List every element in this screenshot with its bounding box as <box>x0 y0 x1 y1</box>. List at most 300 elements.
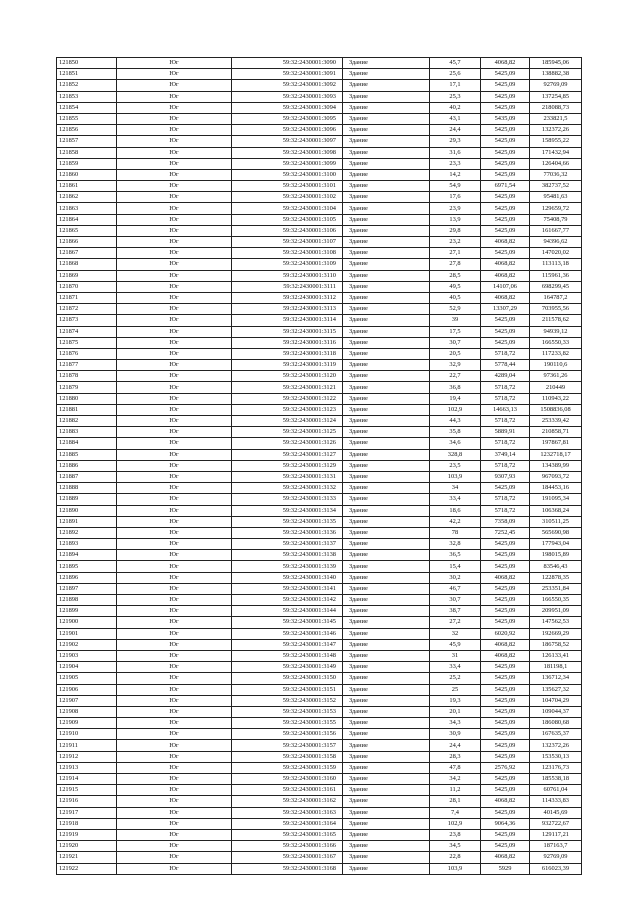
unit-value-cell: 4068,82 <box>481 292 530 303</box>
object-type-cell: Здание <box>343 494 430 505</box>
cadastral-value-cell: 233821,5 <box>530 113 582 124</box>
row-number-cell: 121861 <box>57 181 117 192</box>
unit-value-cell: 5425,09 <box>481 583 530 594</box>
district-cell: Юг <box>117 69 232 80</box>
district-cell: Юг <box>117 527 232 538</box>
table-row <box>57 382 582 393</box>
district-cell: Юг <box>117 404 232 415</box>
unit-value-cell: 5425,09 <box>481 706 530 717</box>
row-number-cell: 121906 <box>57 684 117 695</box>
table-row <box>57 818 582 829</box>
cadastral-number-cell: 59:32:2430001:3145 <box>232 617 343 628</box>
unit-value-cell: 4068,82 <box>481 639 530 650</box>
row-number-cell: 121862 <box>57 192 117 203</box>
row-number-cell: 121920 <box>57 841 117 852</box>
area-cell: 22,8 <box>430 852 481 863</box>
table-row <box>57 539 582 550</box>
row-number-cell: 121853 <box>57 91 117 102</box>
cadastral-number-cell: 59:32:2430001:3163 <box>232 807 343 818</box>
cadastral-value-cell: 187163,7 <box>530 841 582 852</box>
cadastral-number-cell: 59:32:2430001:3116 <box>232 337 343 348</box>
unit-value-cell: 5718,72 <box>481 416 530 427</box>
cadastral-value-cell: 253351,84 <box>530 583 582 594</box>
table-row <box>57 650 582 661</box>
district-cell: Юг <box>117 561 232 572</box>
cadastral-value-cell: 136712,34 <box>530 673 582 684</box>
unit-value-cell: 5425,09 <box>481 595 530 606</box>
area-cell: 30,7 <box>430 595 481 606</box>
table-row <box>57 248 582 259</box>
cadastral-number-cell: 59:32:2430001:3164 <box>232 818 343 829</box>
cadastral-number-cell: 59:32:2430001:3118 <box>232 348 343 359</box>
cadastral-number-cell: 59:32:2430001:3156 <box>232 729 343 740</box>
area-cell: 44,3 <box>430 416 481 427</box>
object-type-cell: Здание <box>343 80 430 91</box>
district-cell: Юг <box>117 662 232 673</box>
row-number-cell: 121850 <box>57 58 117 69</box>
cadastral-number-cell: 59:32:2430001:3138 <box>232 550 343 561</box>
district-cell: Юг <box>117 427 232 438</box>
object-type-cell: Здание <box>343 337 430 348</box>
table-row <box>57 449 582 460</box>
object-type-cell: Здание <box>343 315 430 326</box>
object-type-cell: Здание <box>343 58 430 69</box>
object-type-cell: Здание <box>343 348 430 359</box>
cadastral-value-cell: 210858,71 <box>530 427 582 438</box>
unit-value-cell: 5425,09 <box>481 740 530 751</box>
cadastral-number-cell: 59:32:2430001:3132 <box>232 483 343 494</box>
cadastral-value-cell: 158955,22 <box>530 136 582 147</box>
table-row <box>57 460 582 471</box>
unit-value-cell: 4068,82 <box>481 259 530 270</box>
row-number-cell: 121887 <box>57 471 117 482</box>
unit-value-cell: 2576,92 <box>481 762 530 773</box>
row-number-cell: 121851 <box>57 69 117 80</box>
cadastral-number-cell: 59:32:2430001:3095 <box>232 113 343 124</box>
object-type-cell: Здание <box>343 281 430 292</box>
district-cell: Юг <box>117 214 232 225</box>
area-cell: 30,7 <box>430 337 481 348</box>
unit-value-cell: 5889,91 <box>481 427 530 438</box>
cadastral-number-cell: 59:32:2430001:3131 <box>232 471 343 482</box>
unit-value-cell: 5718,72 <box>481 348 530 359</box>
area-cell: 78 <box>430 527 481 538</box>
unit-value-cell: 5425,09 <box>481 80 530 91</box>
unit-value-cell: 5425,09 <box>481 774 530 785</box>
unit-value-cell: 5425,09 <box>481 539 530 550</box>
object-type-cell: Здание <box>343 852 430 863</box>
object-type-cell: Здание <box>343 248 430 259</box>
row-number-cell: 121916 <box>57 796 117 807</box>
unit-value-cell: 5425,09 <box>481 337 530 348</box>
cadastral-value-cell: 184453,16 <box>530 483 582 494</box>
district-cell: Юг <box>117 807 232 818</box>
unit-value-cell: 5425,09 <box>481 248 530 259</box>
object-type-cell: Здание <box>343 203 430 214</box>
unit-value-cell: 5718,72 <box>481 393 530 404</box>
cadastral-number-cell: 59:32:2430001:3102 <box>232 192 343 203</box>
district-cell: Юг <box>117 505 232 516</box>
row-number-cell: 121873 <box>57 315 117 326</box>
cadastral-number-cell: 59:32:2430001:3099 <box>232 158 343 169</box>
unit-value-cell: 5425,09 <box>481 606 530 617</box>
district-cell: Юг <box>117 136 232 147</box>
district-cell: Юг <box>117 292 232 303</box>
table-row <box>57 326 582 337</box>
cadastral-value-cell: 138882,38 <box>530 69 582 80</box>
cadastral-value-cell: 161667,77 <box>530 225 582 236</box>
object-type-cell: Здание <box>343 505 430 516</box>
district-cell: Юг <box>117 158 232 169</box>
cadastral-number-cell: 59:32:2430001:3147 <box>232 639 343 650</box>
row-number-cell: 121879 <box>57 382 117 393</box>
unit-value-cell: 5425,09 <box>481 561 530 572</box>
cadastral-value-cell: 190110,6 <box>530 360 582 371</box>
cadastral-value-cell: 198015,89 <box>530 550 582 561</box>
unit-value-cell: 5425,09 <box>481 192 530 203</box>
unit-value-cell: 5425,09 <box>481 69 530 80</box>
object-type-cell: Здание <box>343 102 430 113</box>
cadastral-number-cell: 59:32:2430001:3096 <box>232 125 343 136</box>
district-cell: Юг <box>117 796 232 807</box>
row-number-cell: 121911 <box>57 740 117 751</box>
area-cell: 23,3 <box>430 158 481 169</box>
unit-value-cell: 4068,82 <box>481 796 530 807</box>
row-number-cell: 121878 <box>57 371 117 382</box>
district-cell: Юг <box>117 471 232 482</box>
row-number-cell: 121909 <box>57 718 117 729</box>
district-cell: Юг <box>117 516 232 527</box>
unit-value-cell: 5425,09 <box>481 807 530 818</box>
unit-value-cell: 5425,09 <box>481 169 530 180</box>
district-cell: Юг <box>117 617 232 628</box>
district-cell: Юг <box>117 416 232 427</box>
object-type-cell: Здание <box>343 684 430 695</box>
row-number-cell: 121883 <box>57 427 117 438</box>
district-cell: Юг <box>117 829 232 840</box>
cadastral-value-cell: 167635,37 <box>530 729 582 740</box>
district-cell: Юг <box>117 225 232 236</box>
unit-value-cell: 5425,09 <box>481 102 530 113</box>
object-type-cell: Здание <box>343 740 430 751</box>
row-number-cell: 121874 <box>57 326 117 337</box>
area-cell: 34,3 <box>430 718 481 729</box>
table-row <box>57 158 582 169</box>
object-type-cell: Здание <box>343 460 430 471</box>
table-row <box>57 863 582 874</box>
district-cell: Юг <box>117 304 232 315</box>
district-cell: Юг <box>117 259 232 270</box>
table-row <box>57 125 582 136</box>
area-cell: 24,4 <box>430 740 481 751</box>
row-number-cell: 121899 <box>57 606 117 617</box>
object-type-cell: Здание <box>343 169 430 180</box>
object-type-cell: Здание <box>343 796 430 807</box>
table-row <box>57 281 582 292</box>
cadastral-number-cell: 59:32:2430001:3122 <box>232 393 343 404</box>
row-number-cell: 121859 <box>57 158 117 169</box>
cadastral-value-cell: 137254,85 <box>530 91 582 102</box>
cadastral-number-cell: 59:32:2430001:3113 <box>232 304 343 315</box>
row-number-cell: 121881 <box>57 404 117 415</box>
unit-value-cell: 4068,82 <box>481 852 530 863</box>
cadastral-number-cell: 59:32:2430001:3140 <box>232 572 343 583</box>
table-row <box>57 237 582 248</box>
cadastral-number-cell: 59:32:2430001:3127 <box>232 449 343 460</box>
object-type-cell: Здание <box>343 259 430 270</box>
cadastral-number-cell: 59:32:2430001:3149 <box>232 662 343 673</box>
object-type-cell: Здание <box>343 718 430 729</box>
row-number-cell: 121872 <box>57 304 117 315</box>
cadastral-number-cell: 59:32:2430001:3159 <box>232 762 343 773</box>
cadastral-value-cell: 94396,62 <box>530 237 582 248</box>
table-row <box>57 718 582 729</box>
cadastral-number-cell: 59:32:2430001:3109 <box>232 259 343 270</box>
table-row <box>57 181 582 192</box>
table-row <box>57 169 582 180</box>
area-cell: 17,1 <box>430 80 481 91</box>
district-cell: Юг <box>117 326 232 337</box>
district-cell: Юг <box>117 650 232 661</box>
cadastral-number-cell: 59:32:2430001:3141 <box>232 583 343 594</box>
row-number-cell: 121919 <box>57 829 117 840</box>
area-cell: 103,9 <box>430 863 481 874</box>
unit-value-cell: 5425,09 <box>481 751 530 762</box>
cadastral-value-cell: 210449 <box>530 382 582 393</box>
table-row <box>57 628 582 639</box>
object-type-cell: Здание <box>343 449 430 460</box>
area-cell: 23,5 <box>430 460 481 471</box>
cadastral-number-cell: 59:32:2430001:3120 <box>232 371 343 382</box>
table-row <box>57 91 582 102</box>
district-cell: Юг <box>117 192 232 203</box>
table-row <box>57 80 582 91</box>
object-type-cell: Здание <box>343 225 430 236</box>
cadastral-value-cell: 129659,72 <box>530 203 582 214</box>
area-cell: 34 <box>430 483 481 494</box>
district-cell: Юг <box>117 740 232 751</box>
unit-value-cell: 4068,82 <box>481 270 530 281</box>
table-row <box>57 785 582 796</box>
cadastral-value-cell: 94939,12 <box>530 326 582 337</box>
table-row <box>57 606 582 617</box>
table-row <box>57 471 582 482</box>
cadastral-number-cell: 59:32:2430001:3101 <box>232 181 343 192</box>
cadastral-number-cell: 59:32:2430001:3151 <box>232 684 343 695</box>
cadastral-number-cell: 59:32:2430001:3129 <box>232 460 343 471</box>
cadastral-number-cell: 59:32:2430001:3091 <box>232 69 343 80</box>
cadastral-number-cell: 59:32:2430001:3157 <box>232 740 343 751</box>
row-number-cell: 121900 <box>57 617 117 628</box>
object-type-cell: Здание <box>343 650 430 661</box>
cadastral-value-cell: 60761,04 <box>530 785 582 796</box>
area-cell: 19,4 <box>430 393 481 404</box>
unit-value-cell: 5425,09 <box>481 203 530 214</box>
row-number-cell: 121913 <box>57 762 117 773</box>
area-cell: 33,4 <box>430 494 481 505</box>
unit-value-cell: 5425,09 <box>481 326 530 337</box>
row-number-cell: 121871 <box>57 292 117 303</box>
area-cell: 32,9 <box>430 360 481 371</box>
row-number-cell: 121882 <box>57 416 117 427</box>
table-row <box>57 292 582 303</box>
cadastral-number-cell: 59:32:2430001:3158 <box>232 751 343 762</box>
unit-value-cell: 5718,72 <box>481 438 530 449</box>
district-cell: Юг <box>117 718 232 729</box>
row-number-cell: 121877 <box>57 360 117 371</box>
cadastral-value-cell: 967093,72 <box>530 471 582 482</box>
table-row <box>57 393 582 404</box>
row-number-cell: 121865 <box>57 225 117 236</box>
cadastral-value-cell: 185945,06 <box>530 58 582 69</box>
cadastral-value-cell: 126133,41 <box>530 650 582 661</box>
object-type-cell: Здание <box>343 706 430 717</box>
district-cell: Юг <box>117 248 232 259</box>
district-cell: Юг <box>117 539 232 550</box>
object-type-cell: Здание <box>343 427 430 438</box>
cadastral-number-cell: 59:32:2430001:3115 <box>232 326 343 337</box>
area-cell: 13,9 <box>430 214 481 225</box>
unit-value-cell: 5425,09 <box>481 91 530 102</box>
table-row <box>57 270 582 281</box>
district-cell: Юг <box>117 181 232 192</box>
cadastral-number-cell: 59:32:2430001:3098 <box>232 147 343 158</box>
cadastral-value-cell: 104704,29 <box>530 695 582 706</box>
district-cell: Юг <box>117 483 232 494</box>
cadastral-value-cell: 132372,26 <box>530 740 582 751</box>
row-number-cell: 121904 <box>57 662 117 673</box>
unit-value-cell: 5425,09 <box>481 841 530 852</box>
cadastral-number-cell: 59:32:2430001:3123 <box>232 404 343 415</box>
area-cell: 27,2 <box>430 617 481 628</box>
cadastral-number-cell: 59:32:2430001:3092 <box>232 80 343 91</box>
cadastral-number-cell: 59:32:2430001:3126 <box>232 438 343 449</box>
table-row <box>57 774 582 785</box>
district-cell: Юг <box>117 382 232 393</box>
cadastral-value-cell: 382737,52 <box>530 181 582 192</box>
table-row <box>57 136 582 147</box>
table-row <box>57 427 582 438</box>
cadastral-number-cell: 59:32:2430001:3107 <box>232 237 343 248</box>
object-type-cell: Здание <box>343 818 430 829</box>
cadastral-value-cell: 106368,24 <box>530 505 582 516</box>
district-cell: Юг <box>117 841 232 852</box>
row-number-cell: 121876 <box>57 348 117 359</box>
table-row <box>57 315 582 326</box>
row-number-cell: 121905 <box>57 673 117 684</box>
area-cell: 52,9 <box>430 304 481 315</box>
district-cell: Юг <box>117 706 232 717</box>
district-cell: Юг <box>117 281 232 292</box>
area-cell: 23,8 <box>430 829 481 840</box>
district-cell: Юг <box>117 169 232 180</box>
table-row <box>57 192 582 203</box>
cadastral-number-cell: 59:32:2430001:3160 <box>232 774 343 785</box>
district-cell: Юг <box>117 494 232 505</box>
area-cell: 102,9 <box>430 404 481 415</box>
table-row <box>57 762 582 773</box>
row-number-cell: 121896 <box>57 572 117 583</box>
object-type-cell: Здание <box>343 471 430 482</box>
table-row <box>57 684 582 695</box>
district-cell: Юг <box>117 785 232 796</box>
row-number-cell: 121895 <box>57 561 117 572</box>
district-cell: Юг <box>117 348 232 359</box>
area-cell: 40,5 <box>430 292 481 303</box>
cadastral-value-cell: 253339,42 <box>530 416 582 427</box>
object-type-cell: Здание <box>343 516 430 527</box>
area-cell: 54,9 <box>430 181 481 192</box>
district-cell: Юг <box>117 595 232 606</box>
district-cell: Юг <box>117 863 232 874</box>
cadastral-number-cell: 59:32:2430001:3124 <box>232 416 343 427</box>
area-cell: 31,6 <box>430 147 481 158</box>
object-type-cell: Здание <box>343 181 430 192</box>
area-cell: 32,8 <box>430 539 481 550</box>
district-cell: Юг <box>117 393 232 404</box>
area-cell: 25,2 <box>430 673 481 684</box>
cadastral-value-cell: 129117,21 <box>530 829 582 840</box>
row-number-cell: 121863 <box>57 203 117 214</box>
area-cell: 45,9 <box>430 639 481 650</box>
row-number-cell: 121864 <box>57 214 117 225</box>
district-cell: Юг <box>117 337 232 348</box>
unit-value-cell: 5425,09 <box>481 662 530 673</box>
row-number-cell: 121922 <box>57 863 117 874</box>
row-number-cell: 121858 <box>57 147 117 158</box>
cadastral-number-cell: 59:32:2430001:3167 <box>232 852 343 863</box>
row-number-cell: 121854 <box>57 102 117 113</box>
cadastral-number-cell: 59:32:2430001:3104 <box>232 203 343 214</box>
cadastral-value-cell: 109044,37 <box>530 706 582 717</box>
cadastral-number-cell: 59:32:2430001:3148 <box>232 650 343 661</box>
cadastral-value-cell: 698299,45 <box>530 281 582 292</box>
table-row <box>57 337 582 348</box>
unit-value-cell: 5425,09 <box>481 315 530 326</box>
district-cell: Юг <box>117 852 232 863</box>
object-type-cell: Здание <box>343 371 430 382</box>
cadastral-value-cell: 186758,52 <box>530 639 582 650</box>
district-cell: Юг <box>117 315 232 326</box>
district-cell: Юг <box>117 818 232 829</box>
row-number-cell: 121908 <box>57 706 117 717</box>
table-row <box>57 852 582 863</box>
cadastral-value-cell: 147020,02 <box>530 248 582 259</box>
cadastral-value-cell: 134389,99 <box>530 460 582 471</box>
object-type-cell: Здание <box>343 483 430 494</box>
unit-value-cell: 5778,44 <box>481 360 530 371</box>
table-row <box>57 527 582 538</box>
object-type-cell: Здание <box>343 774 430 785</box>
object-type-cell: Здание <box>343 192 430 203</box>
cadastral-value-cell: 310511,25 <box>530 516 582 527</box>
object-type-cell: Здание <box>343 595 430 606</box>
object-type-cell: Здание <box>343 292 430 303</box>
area-cell: 25 <box>430 684 481 695</box>
object-type-cell: Здание <box>343 270 430 281</box>
table-row <box>57 572 582 583</box>
area-cell: 28,5 <box>430 270 481 281</box>
row-number-cell: 121852 <box>57 80 117 91</box>
object-type-cell: Здание <box>343 147 430 158</box>
table-row <box>57 561 582 572</box>
cadastral-number-cell: 59:32:2430001:3112 <box>232 292 343 303</box>
unit-value-cell: 6971,54 <box>481 181 530 192</box>
cadastral-value-cell: 191095,34 <box>530 494 582 505</box>
cadastral-number-cell: 59:32:2430001:3125 <box>232 427 343 438</box>
row-number-cell: 121856 <box>57 125 117 136</box>
district-cell: Юг <box>117 80 232 91</box>
